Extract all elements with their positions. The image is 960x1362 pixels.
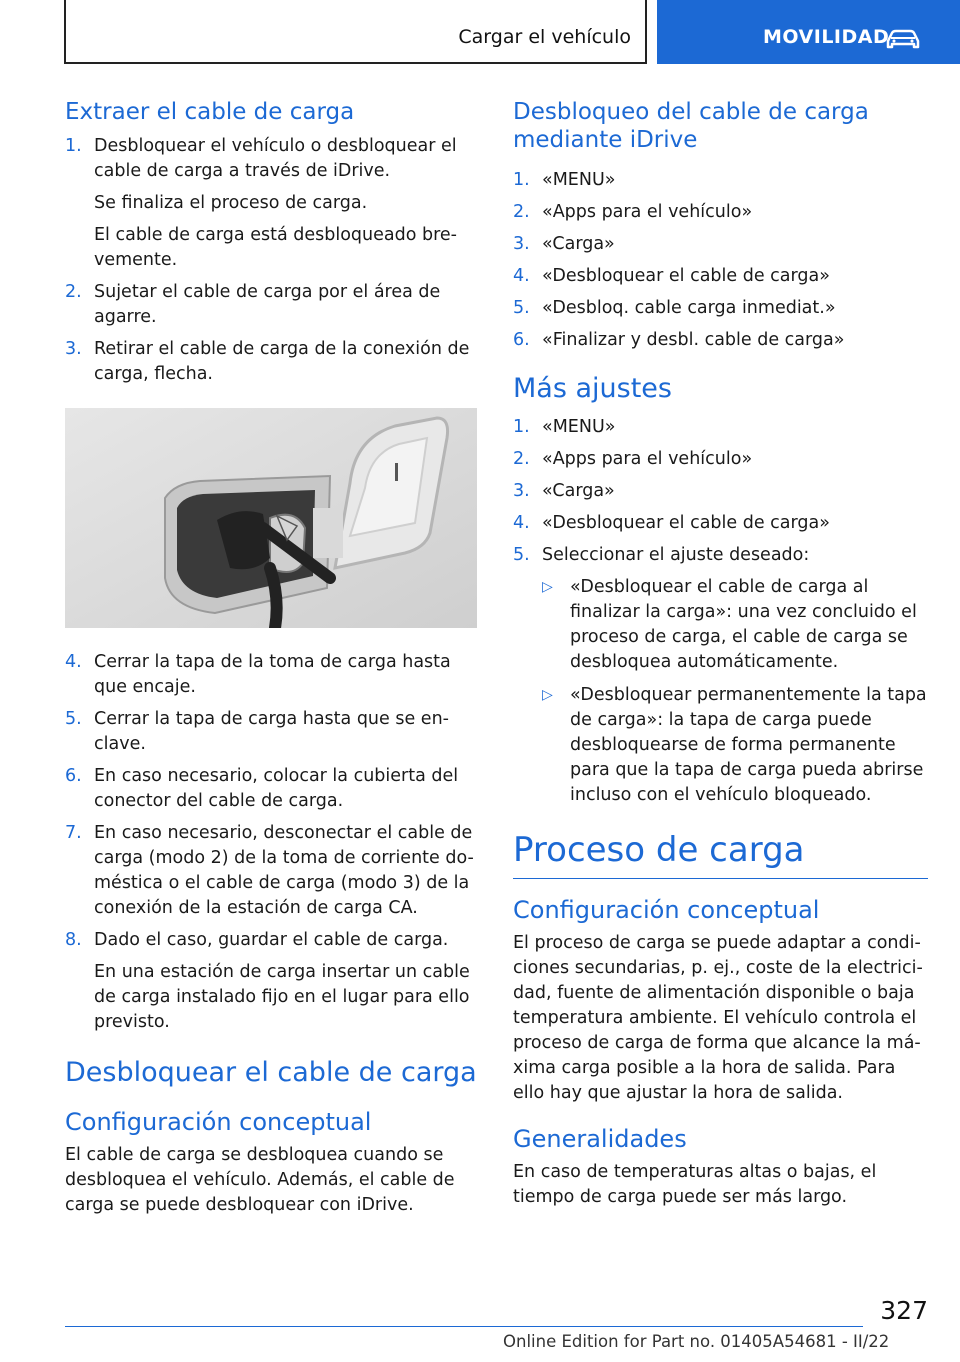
triangle-bullet-icon: ▷: [542, 687, 553, 703]
list-item: [65, 928, 477, 1035]
step-text: En caso necesario, colocar la cubierta del conector del cable de carga.: [94, 766, 459, 811]
step-text: «Desbloquear el cable de carga»: [542, 513, 830, 533]
step-text: Dado el caso, guardar el cable de carga.: [94, 930, 449, 950]
list-item: [65, 821, 477, 921]
list-item: [65, 280, 477, 330]
step-number: 5.: [65, 709, 82, 729]
general-heading: Generalidades: [513, 1125, 687, 1153]
list-item: [542, 575, 928, 675]
list-item: [65, 134, 477, 273]
step-number: 8.: [65, 930, 82, 950]
step-number: 2.: [513, 449, 530, 469]
close-steps-list: [65, 650, 477, 1035]
charging-port-photo: [65, 408, 477, 628]
step-text: «Desbloq. cable carga inmediat.»: [542, 298, 836, 318]
unlock-heading: Desbloquear el cable de carga: [65, 1057, 477, 1088]
step-number: 4.: [65, 652, 82, 672]
step-number: 4.: [513, 513, 530, 533]
step-text: «Finalizar y desbl. cable de carga»: [542, 330, 845, 350]
list-item: [65, 764, 477, 814]
page-number: 327: [880, 1296, 928, 1325]
step-text: «Carga»: [542, 234, 615, 254]
car-icon: [885, 27, 921, 51]
process-heading: Proceso de carga: [513, 830, 928, 879]
step-text: Sujetar el cable de carga por el área de agarre.: [94, 282, 441, 327]
step-text: Cerrar la tapa de carga hasta que se en-clave.: [94, 709, 449, 754]
list-item: [513, 296, 928, 321]
section-title: Cargar el vehículo: [458, 26, 631, 48]
list-item: [513, 479, 928, 504]
extract-heading: Extraer el cable de carga: [65, 99, 355, 125]
step-text: En caso necesario, desconectar el cable de carga (modo 2) de la toma de corriente do-méstica o el cable de carga (modo 3) de la conexión de la estación de carga CA.: [94, 823, 474, 918]
settings-options-list: [542, 575, 928, 808]
step-number: 6.: [65, 766, 82, 786]
list-item: [65, 337, 477, 387]
list-item: [513, 511, 928, 536]
list-item: [513, 232, 928, 257]
step-number: 3.: [513, 481, 530, 501]
chapter-tab[interactable]: [657, 0, 960, 64]
step-number: 7.: [65, 823, 82, 843]
list-item: [513, 415, 928, 440]
step-number: 6.: [513, 330, 530, 350]
step-number: 2.: [513, 202, 530, 222]
list-item: [513, 168, 928, 193]
step-number: 1.: [513, 417, 530, 437]
list-item: [65, 650, 477, 700]
edition-text: Online Edition for Part no. 01405A54681 - II/22: [503, 1332, 890, 1351]
bullet-text: «Desbloquear el cable de carga al finalizar la carga»: una vez concluido el proceso de carga, el cable de carga se desbloquea automáticamente.: [570, 577, 917, 672]
step-number: 1.: [513, 170, 530, 190]
step-note: Se finaliza el proceso de carga.: [94, 193, 368, 213]
step-number: 3.: [65, 339, 82, 359]
step-number: 4.: [513, 266, 530, 286]
step-note: El cable de carga está desbloqueado bre-vemente.: [94, 225, 457, 270]
step-number: 3.: [513, 234, 530, 254]
more-settings-list: [513, 415, 928, 568]
step-text: «Apps para el vehículo»: [542, 202, 753, 222]
process-concept-heading: Configuración conceptual: [513, 896, 820, 924]
left-column: [65, 98, 477, 1218]
step-text: «MENU»: [542, 170, 616, 190]
concept-heading-left: Configuración conceptual: [65, 1108, 372, 1136]
step-text: Seleccionar el ajuste deseado:: [542, 545, 810, 565]
chapter-tab-label: MOVILIDAD: [763, 26, 890, 48]
triangle-bullet-icon: ▷: [542, 579, 553, 595]
step-number: 2.: [65, 282, 82, 302]
bullet-text: «Desbloquear permanentemente la tapa de carga»: la tapa de carga puede desbloquearse de forma permanente para que la tapa de carga pueda abrirse incluso con el vehículo bloqueado.: [570, 685, 927, 805]
general-text: En caso de temperaturas altas o bajas, el tiempo de carga puede ser más largo.: [513, 1162, 877, 1207]
more-settings-heading: Más ajustes: [513, 373, 672, 404]
step-text: «Carga»: [542, 481, 615, 501]
step-text: Retirar el cable de carga de la conexión de carga, flecha.: [94, 339, 470, 384]
idrive-heading: Desbloqueo del cable de carga mediante iDrive: [513, 99, 869, 153]
step-number: 5.: [513, 298, 530, 318]
extract-steps-list: [65, 134, 477, 387]
list-item: [513, 543, 928, 568]
step-text: «Desbloquear el cable de carga»: [542, 266, 830, 286]
concept-text-left: El cable de carga se desbloquea cuando se desbloquea el vehículo. Además, el cable de carga se puede desbloquear con iDrive.: [65, 1145, 455, 1215]
step-number: 1.: [65, 136, 82, 156]
list-item: [542, 683, 928, 808]
right-column: [513, 98, 928, 1210]
list-item: [513, 447, 928, 472]
process-concept-text: El proceso de carga se puede adaptar a condi-ciones secundarias, p. ej., coste de la electrici-dad, fuente de alimentación disponible o baja temperatura ambiente. El vehículo controla el proceso de carga de forma que alcance la má-xima carga posible a la hora de salida. Para ello hay que ajustar la hora de salida.: [513, 933, 923, 1103]
header-section-box: [64, 0, 647, 64]
list-item: [65, 707, 477, 757]
step-text: Desbloquear el vehículo o desbloquear el cable de carga a través de iDrive.: [94, 136, 457, 181]
step-note: En una estación de carga insertar un cable de carga instalado fijo en el lugar para ello previsto.: [94, 962, 470, 1032]
step-text: «Apps para el vehículo»: [542, 449, 753, 469]
list-item: [513, 264, 928, 289]
list-item: [513, 328, 928, 353]
step-text: Cerrar la tapa de la toma de carga hasta que encaje.: [94, 652, 451, 697]
step-text: «MENU»: [542, 417, 616, 437]
idrive-steps-list: [513, 168, 928, 353]
step-number: 5.: [513, 545, 530, 565]
list-item: [513, 200, 928, 225]
footer-divider: [65, 1326, 863, 1327]
